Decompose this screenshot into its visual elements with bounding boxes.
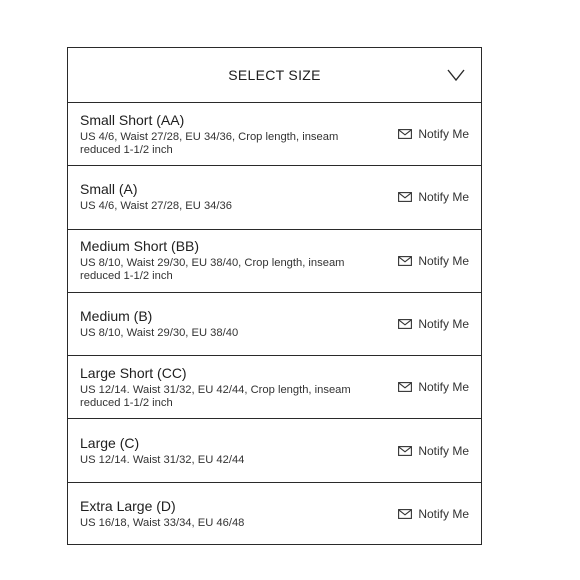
notify-me-label: Notify Me [418,507,469,522]
select-size-toggle[interactable] [68,48,481,103]
size-option-name: Extra Large (D) [80,498,176,515]
size-option-detail: US 12/14. Waist 31/32, EU 42/44 [80,453,245,466]
size-option-detail: US 8/10, Waist 29/30, EU 38/40, Crop length, inseam reduced 1-1/2 inch [80,257,345,283]
size-option-name: Small (A) [80,181,138,198]
size-option-name: Small Short (AA) [80,111,185,128]
select-size-title: SELECT SIZE [228,67,321,83]
notify-me-button[interactable] [398,507,469,521]
size-option-extra-large[interactable] [68,483,481,546]
size-option-medium-short[interactable] [68,230,481,293]
size-selector [67,47,482,545]
size-option-name: Medium Short (BB) [80,238,200,255]
notify-me-label: Notify Me [418,380,469,395]
notify-me-button[interactable] [398,127,469,141]
size-option-large-short[interactable] [68,356,481,419]
size-option-name: Medium (B) [80,308,153,325]
notify-me-button[interactable] [398,190,469,204]
size-options-list [68,103,481,546]
mail-icon [398,446,412,456]
notify-me-button[interactable] [398,317,469,331]
size-option-large[interactable] [68,419,481,482]
notify-me-button[interactable] [398,380,469,394]
mail-icon [398,382,412,392]
notify-me-label: Notify Me [418,127,469,142]
size-option-detail: US 12/14. Waist 31/32, EU 42/44, Crop length, inseam reduced 1-1/2 inch [80,383,351,409]
size-option-name: Large Short (CC) [80,364,187,381]
size-option-detail: US 16/18, Waist 33/34, EU 46/48 [80,517,245,530]
notify-me-label: Notify Me [418,443,469,458]
notify-me-button[interactable] [398,254,469,268]
notify-me-label: Notify Me [418,190,469,205]
notify-me-label: Notify Me [418,253,469,268]
size-option-detail: US 8/10, Waist 29/30, EU 38/40 [80,327,239,340]
size-option-small-short[interactable] [68,103,481,166]
mail-icon [398,129,412,139]
size-option-name: Large (C) [80,434,140,451]
mail-icon [398,256,412,266]
notify-me-button[interactable] [398,444,469,458]
mail-icon [398,319,412,329]
size-option-medium[interactable] [68,293,481,356]
size-option-small[interactable] [68,166,481,229]
size-option-detail: US 4/6, Waist 27/28, EU 34/36 [80,200,232,213]
chevron-down-icon[interactable] [447,68,465,82]
size-option-detail: US 4/6, Waist 27/28, EU 34/36, Crop length, inseam reduced 1-1/2 inch [80,130,339,156]
mail-icon [398,509,412,519]
notify-me-label: Notify Me [418,317,469,332]
mail-icon [398,192,412,202]
